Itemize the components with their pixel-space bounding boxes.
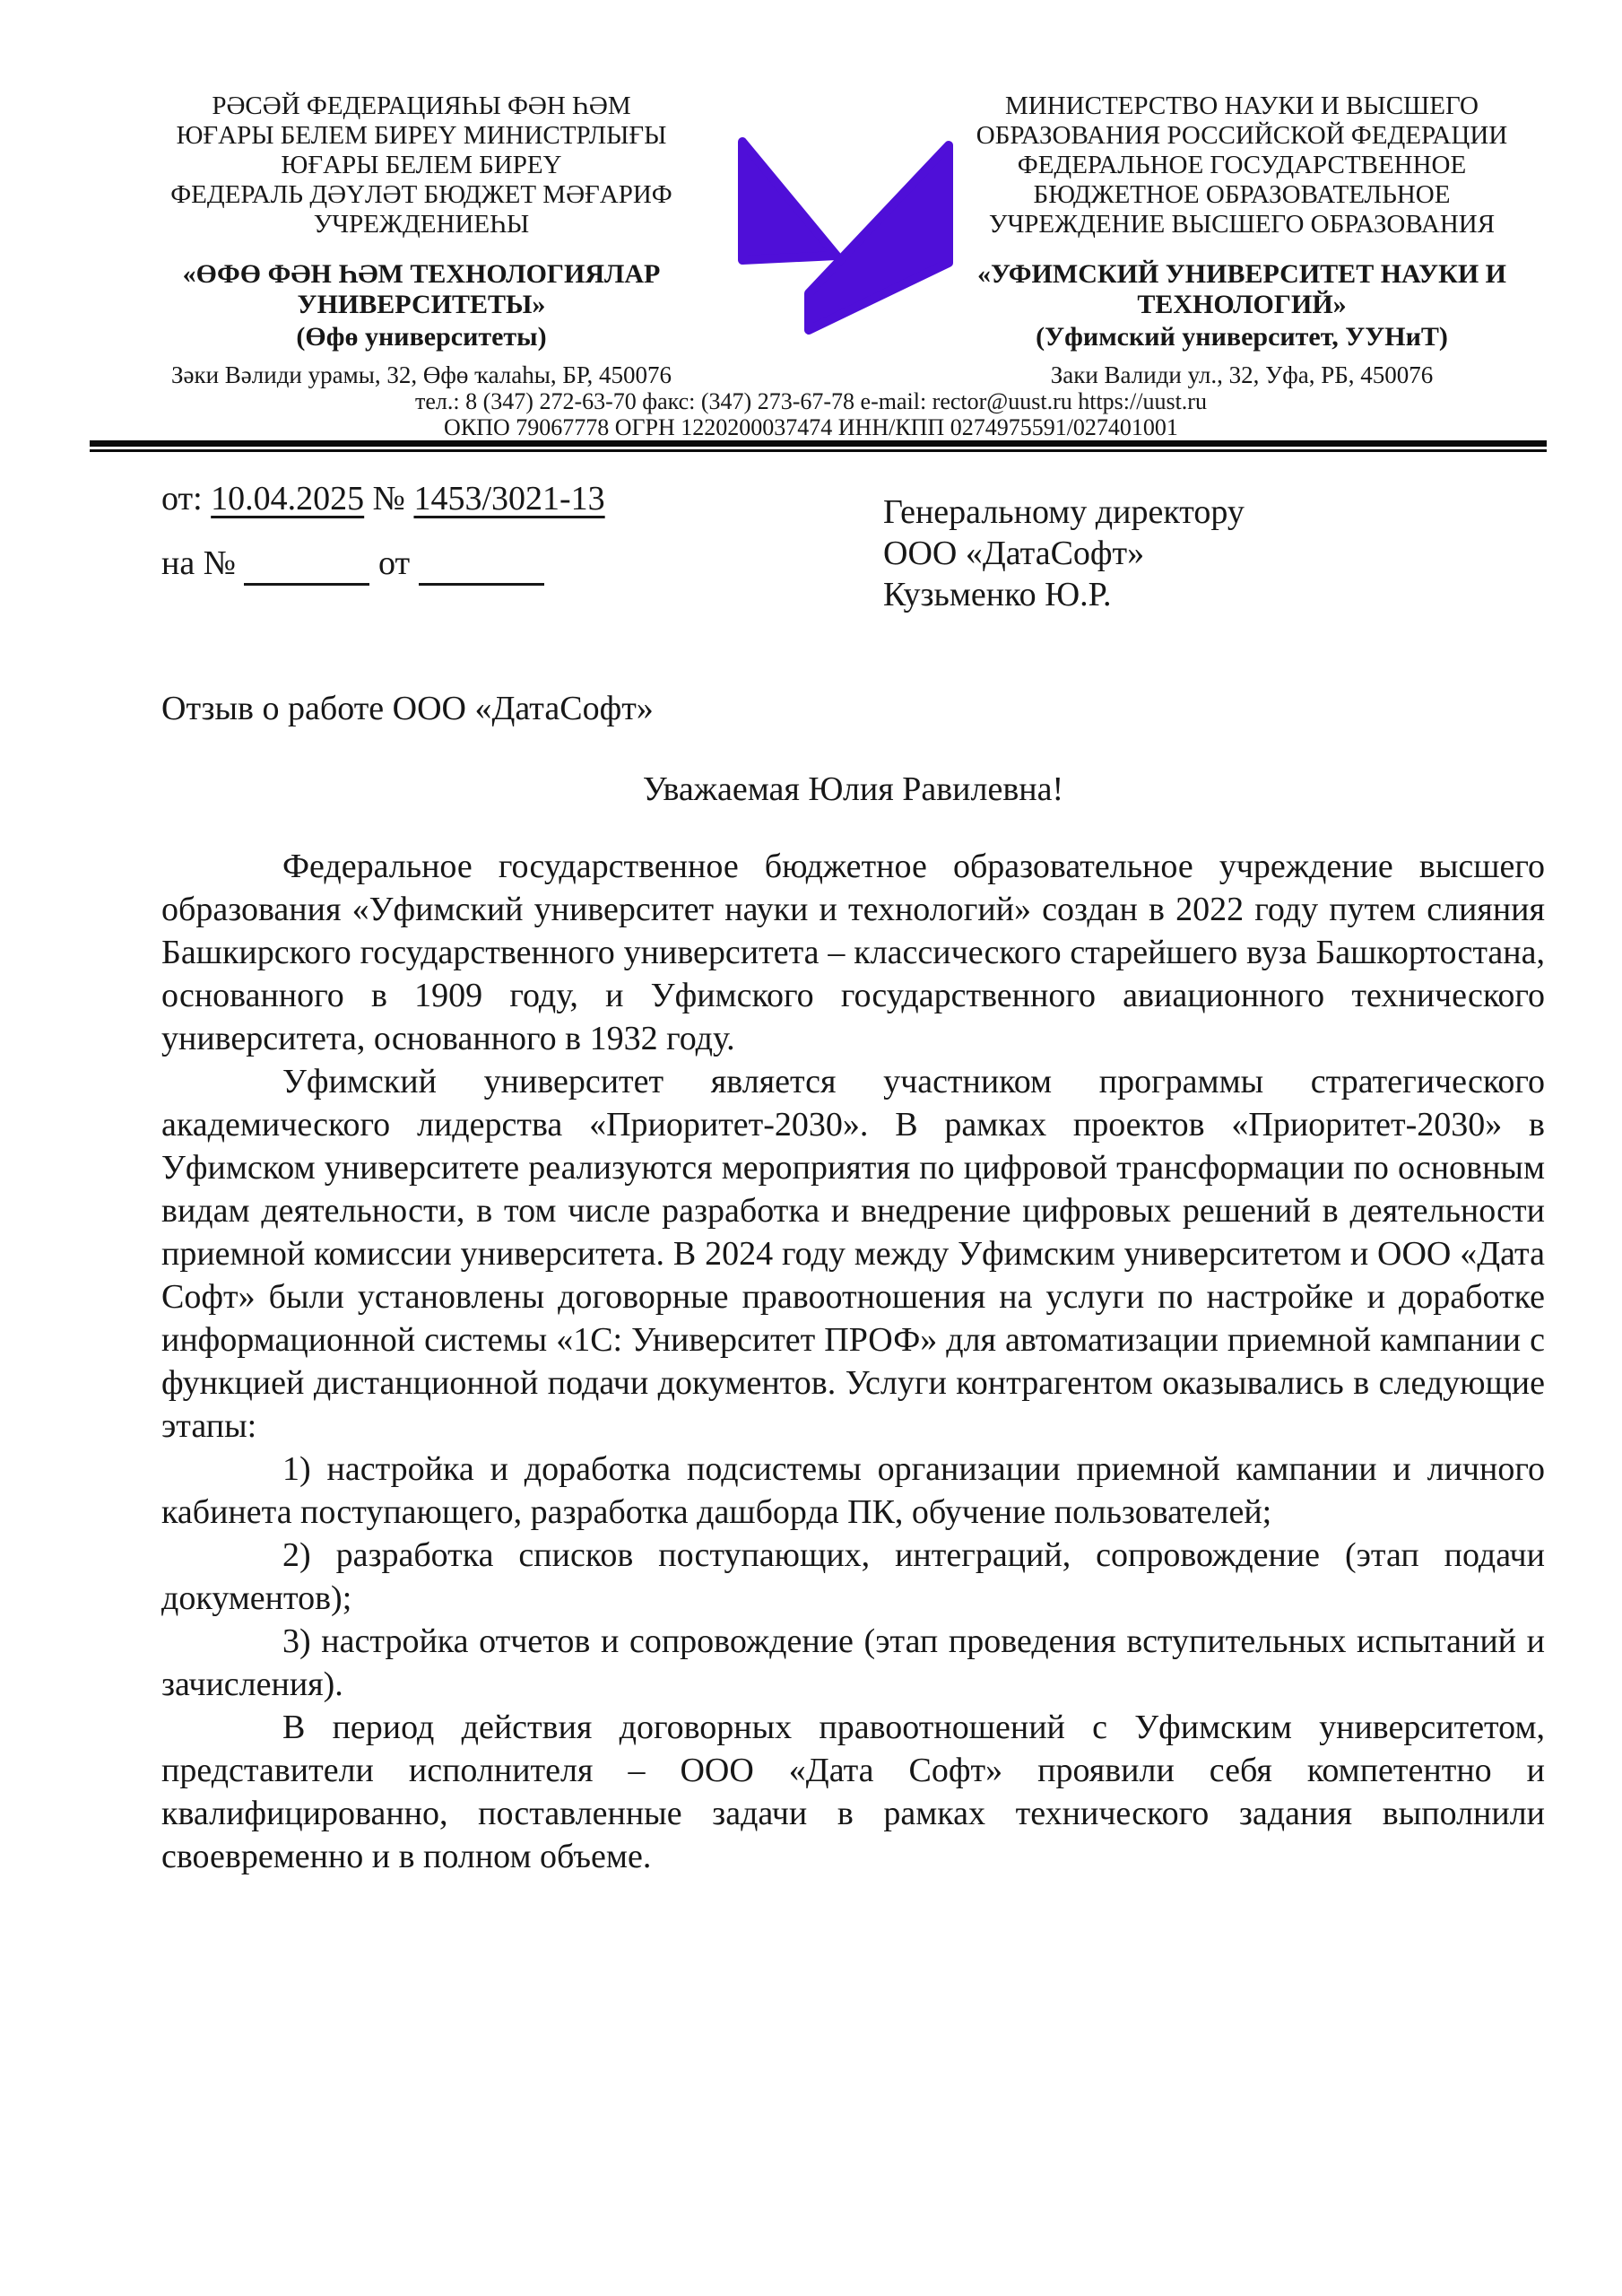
university-short-name-bashkir: (Өфө университеты) [296, 322, 547, 352]
outgoing-reference-line [161, 479, 843, 518]
incoming-reference-line [161, 544, 843, 586]
letterhead-separator-thin-rule [90, 449, 1547, 452]
ministry-line: ОБРАЗОВАНИЯ РОССИЙСКОЙ ФЕДЕРАЦИИ [976, 121, 1508, 150]
ministry-line: МИНИСТЕРСТВО НАУКИ И ВЫСШЕГО [1005, 91, 1479, 120]
university-name-russian: «УФИМСКИЙ УНИВЕРСИТЕТ НАУКИ И ТЕХНОЛОГИЙ» [976, 259, 1507, 319]
ministry-line: УЧРЕЖДЕНИЕ ВЫСШЕГО ОБРАЗОВАНИЯ [988, 210, 1496, 239]
ministry-line: ФЕДЕРАЛЬ ДӘҮЛӘТ БЮДЖЕТ МӘҒАРИФ [170, 180, 672, 209]
addressee-position: Генеральному директору [883, 493, 1245, 531]
body-list-item-2: 2) разработка списков поступающих, интеграций, сопровождение (этап подачи документов); [161, 1536, 1545, 1617]
letterhead-left-column [126, 91, 717, 389]
ministry-line: УЧРЕЖДЕНИЕҺЫ [313, 210, 530, 239]
outgoing-date-label: от: [161, 480, 203, 517]
body-paragraph-priority2030-contract: Уфимский университет является участником программы стратегического академического лидерства «Приоритет-2030». В рамках проектов «Приоритет-2030» в Уфимском университете реализуются мероприятия по цифровой трансформации по основным видам деятельности, в том числе разработка и внедрение цифровых решений в деятельности приемной комиссии университета. В 2024 году между Уфимским университетом и ООО «Дата Софт» были установлены договорные правоотношения на услуги по настройке и доработке информационной системы «1С: Университет ПРОФ» для автоматизации приемной кампании с функцией дистанционной подачи документов. Услуги контрагентом оказывались в следующие этапы: [161, 1063, 1545, 1445]
incoming-date-blank [419, 544, 544, 586]
body-list-item-1: 1) настройка и доработка подсистемы организации приемной кампании и личного кабинета поступающего, разработка дашборда ПК, обучение пользователей; [161, 1450, 1545, 1531]
letter-salutation: Уважаемая Юлия Равилевна! [642, 770, 1064, 808]
body-list-item-3: 3) настройка отчетов и сопровождение (этап проведения вступительных испытаний и зачисления). [161, 1622, 1545, 1703]
addressee-person: Кузьменко Ю.Р. [883, 576, 1112, 613]
ministry-line: ЮҒАРЫ БЕЛЕМ БИРЕҮ [281, 151, 562, 179]
letterhead-contacts [0, 388, 1622, 440]
ministry-line: ФЕДЕРАЛЬНОЕ ГОСУДАРСТВЕННОЕ [1017, 151, 1467, 179]
number-sign: № [372, 480, 405, 517]
letter-body [161, 845, 1545, 1878]
reference-block [161, 479, 843, 586]
contacts-phone-email-line: тел.: 8 (347) 272-63-70 факс: (347) 273-67-78 e-mail: rector@uust.ru https://uust.ru [415, 388, 1207, 414]
incoming-date-label: от [377, 544, 411, 582]
letter-subject: Отзыв о работе ООО «ДатаСофт» [161, 690, 654, 727]
letterhead-separator-thick-rule [90, 440, 1547, 447]
ministry-line: ЮҒАРЫ БЕЛЕМ БИРЕҮ МИНИСТРЛЫҒЫ [176, 121, 667, 150]
letterhead-right-column [932, 91, 1551, 389]
university-address-bashkir: Зәки Вәлиди урамы, 32, Өфө ҡалаһы, БР, 450076 [170, 361, 672, 388]
addressee-block [883, 491, 1245, 615]
university-address-russian: Заки Валиди ул., 32, Уфа, РБ, 450076 [1050, 361, 1434, 388]
ministry-line: БЮДЖЕТНОЕ ОБРАЗОВАТЕЛЬНОЕ [1033, 180, 1451, 209]
body-paragraph-conclusion: В период действия договорных правоотношений с Уфимским университетом, представители исполнителя – ООО «Дата Софт» проявили себя компетентно и квалифицированно, поставленные задачи в рамках технического задания выполнили своевременно и в полном объеме. [161, 1709, 1545, 1875]
contacts-codes-line: ОКПО 79067778 ОГРН 1220200037474 ИНН/КПП 0274975591/027401001 [444, 414, 1178, 440]
incoming-number-label: на № [161, 544, 236, 582]
incoming-number-blank [244, 544, 369, 586]
outgoing-number-value: 1453/3021-13 [413, 480, 605, 517]
ministry-name-bashkir [126, 91, 717, 239]
ministry-name-russian [932, 91, 1551, 239]
ministry-line: РӘСӘЙ ФЕДЕРАЦИЯҺЫ ФӘН ҺӘМ [212, 91, 631, 120]
addressee-company: ООО «ДатаСофт» [883, 535, 1145, 572]
university-name-bashkir: «ӨФӨ ФӘН ҺӘМ ТЕХНОЛОГИЯЛАР УНИВЕРСИТЕТЫ» [182, 259, 661, 319]
body-paragraph-university-history: Федеральное государственное бюджетное образовательное учреждение высшего образования «Уфимский университет науки и технологий» создан в 2022 году путем слияния Башкирского государственного университета – классического старейшего вуза Башкортостана, основанного в 1909 году, и Уфимского государственного авиационного технического университета, основанного в 1932 году. [161, 848, 1545, 1057]
outgoing-date-value: 10.04.2025 [211, 480, 365, 517]
university-short-name-russian: (Уфимский университет, УУНиТ) [1036, 322, 1448, 352]
